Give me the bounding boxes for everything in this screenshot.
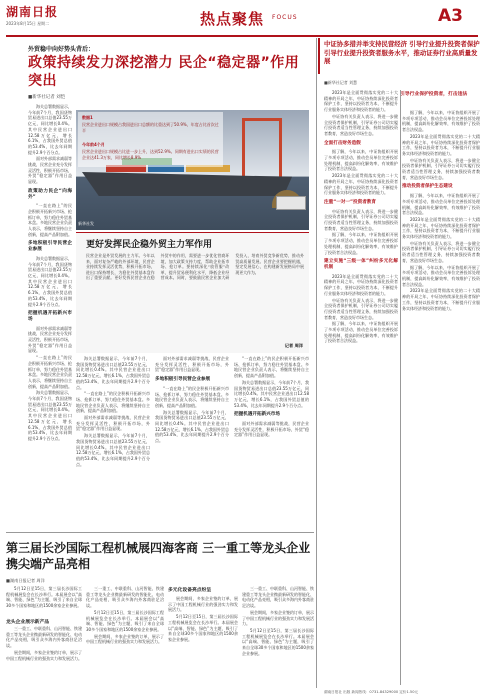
section-title-en: FOCUS [272,14,298,21]
right-paragraph: 2023年是全面贯彻落实党的二十大精神的开局之年，中证协持续深化投资者保护工作，坚持以投资者为本，不断提升行业服务实体经济和投资者的能力。 [324,90,398,113]
right-paragraph: 2023年是全面贯彻落实党的二十大精神的开局之年，中证协持续深化投资者保护工作，坚持以投资者为本，不断提升行业服务实体经济和投资者的能力。 [324,173,398,196]
bottom-column-1 [6,586,82,616]
right-paragraph: 2023年是全面贯彻落实党的二十大精神的开局之年，中证协持续深化投资者保护工作，坚持以投资者为本，不断提升行业服务实体经济和投资者的能力。 [402,133,480,156]
bottom-paragraph: 5月12日至15日，第三届长沙国际工程机械展览会在长沙举行。本届展会以“高端、智能、绿色”为主题，吸引了来自全球30多个国家和地区的1500余家企业参展。 [242,627,314,656]
bottom-paragraph: 展会期间，多家企业签约订单，展示了中国工程机械行业的强劲实力和发展活力。 [242,609,314,627]
bottom-paragraph: 三一重工、中联重科、山河智能、铁建重工等龙头企业携最新研发的智能化、电动化产品亮相，吸引众多海内外客商驻足洽谈。 [6,626,82,649]
column-divider [400,90,401,685]
bottom-byline: ■湖南日报记者 周洋 [6,578,45,583]
bottom-paragraph: 展会期间，多家企业签约订单，展示了中国工程机械行业的强劲实力和发展活力。 [86,633,164,645]
right-paragraph: 中证协有关负责人表示，将进一步健全投资者保护机制，引导证券公司切实履行投资者适当性管理义务，持续加强投资者教育，营造良好市场生态。 [324,113,398,136]
bottom-subhead: 龙头企业展示新产品 [6,620,50,625]
right-paragraph: 据了解，今年以来，中证协组织开展了多项专项活动，推动会员单位完善投诉处理机制，提高纠纷化解效率，有效维护了投资者合法权益。 [324,149,398,172]
bottom-subhead: 多元化设备亮点纷呈 [168,588,212,593]
stat1-text: 民营企业进出口规模占我国进出口总额的比重达到了50.9%，年度占比首次过半 [82,122,219,133]
right-paragraph: 2023年是全面贯彻落实党的二十大精神的开局之年，中证协持续深化投资者保护工作，坚持以投资者为本，不断提升行业服务实体经济和投资者的能力。 [402,288,480,311]
lead-paragraph: 海关总署数据显示，今年前7个月，我国货物贸易进出口总值23.55万亿元，同比增长0.4%。其中民营企业进出口12.58万亿元，增长6.1%，占我国外贸总值的53.4%，比去年同期提升2.9个百分点。 [28,390,72,441]
lead-paragraph: 面对外部需求减弱等挑战，民营企业充分发挥灵活性，积极开拓市场，外贸“稳定器”作用日益显现。 [76,415,150,432]
lead-paragraph: “一直在路上”的民企积极开拓新兴市场、抢抓订单，努力稳住外贸基本盘。多地民营企业负责人表示，将继续坚持自主创新，提高产品附加值。 [28,203,72,237]
crane-shape [242,118,282,181]
lead-paragraph: “一直在路上”的民企积极开拓新兴市场、抢抓订单，努力稳住外贸基本盘。多地民营企业负责人表示，将继续坚持自主创新，提高产品附加值。 [234,356,309,379]
bottom-paragraph: 三一重工、中联重科、山河智能、铁建重工等龙头企业携最新研发的智能化、电动化产品亮相，吸引众多海内外客商驻足洽谈。 [86,586,164,609]
commentary-title: 更好发挥民企稳外贸主力军作用 [86,240,213,250]
bottom-column-4 [242,586,314,690]
lead-headline: 政策持续发力深挖潜力 民企“稳定器”作用突出 [28,55,300,89]
bottom-paragraph: 5月12日至15日，第三届长沙国际工程机械展览会在长沙举行。本届展会以“高端、智能、绿色”为主题，吸引了来自全球30多个国家和地区的1500余家企业参展。 [168,614,238,642]
stat1-label: 数据1 [82,115,93,120]
lead-column-left [28,104,72,529]
lead-paragraph: 海关总署数据显示，今年前7个月，我国货物贸易进出口总值23.55万亿元，同比增长0.4%。其中民营企业进出口12.58万亿元，增长6.1%，占我国外贸总值的53.4%，比去年同期提升2.9个百分点。 [76,433,150,467]
commentary-signature: 记者 周洋 [284,343,303,348]
right-column-b [402,110,480,685]
right-paragraph: 据了解，今年以来，中证协组织开展了多项专项活动，推动会员单位完善投诉处理机制，提高纠纷化解效率，有效维护了投资者合法权益。 [402,193,480,216]
right-paragraph: 中证协有关负责人表示，将进一步健全投资者保护机制，引导证券公司切实履行投资者适当性管理义务，持续加强投资者教育，营造良好市场生态。 [402,157,480,180]
right-paragraph: 据了解，今年以来，中证协组织开展了多项专项活动，推动会员单位完善投诉处理机制，提高纠纷化解效率，有效维护了投资者合法权益。 [324,232,398,255]
stats-overlay [78,112,223,167]
photo-caption: 新华社发 [78,221,94,226]
right-column-a [324,90,398,685]
dateline: 2023年8月15日 星期二 [6,21,50,26]
lead-paragraph: 海关总署数据显示，今年前7个月，我国货物贸易进出口总值23.55万亿元，同比增长0.4%。其中民营企业进出口12.58万亿元，增长6.1%，占我国外贸总值的53.4%，比去年同期提升2.9个百分点。 [28,255,72,307]
lead-byline: ■新华社记者 刘恺 [28,95,66,100]
page-header [0,0,484,40]
lead-paragraph: “一直在路上”的民企积极开拓新兴市场、抢抓订单，努力稳住外贸基本盘。多地民营企业负责人表示，将继续坚持自主创新，提高产品附加值。 [76,391,150,414]
lead-subhead: 把握机遇开拓新兴市场 [28,311,72,322]
lead-paragraph: “一直在路上”的民企积极开拓新兴市场、抢抓订单，努力稳住外贸基本盘。多地民营企业负责人表示，将继续坚持自主创新，提高产品附加值。 [28,355,72,389]
right-headline: 中证协多措并举支持民营经济 引导行业提升投资者保护 引导行业提升投资者服务水平，推动证券行业高质量发展 [324,40,480,66]
lead-paragraph: 海关总署数据显示，今年前7个月，我国货物贸易进出口总值23.55万亿元，同比增长0.4%。其中民营企业进出口12.58万亿元，增长6.1%，占我国外贸总值的53.4%，比去年同期提升2.9个百分点。 [155,409,229,444]
header-rule [6,35,478,37]
lead-column-mid-3 [234,356,309,526]
right-subhead: 注重“一对一”投资者教育 [324,199,376,205]
bottom-paragraph: 5月12日至15日，第三届长沙国际工程机械展览会在长沙举行。本届展会以“高端、智能、绿色”为主题，吸引了来自全球30多个国家和地区的1500余家企业参展。 [6,586,82,609]
right-subhead: 全面打击财务造假 [324,140,361,146]
right-paragraph: 据了解，今年以来，中证协组织开展了多项专项活动，推动会员单位完善投诉处理机制，提高纠纷化解效率，有效维护了投资者合法权益。 [402,264,480,287]
page-number: A3 [438,6,463,26]
right-subhead: 引导行业保护投资者，打击违法 [400,92,468,97]
lead-subhead: 政策助力民企“向海外” [28,188,72,200]
lead-paragraph: 面对外部需求减弱等挑战，民营企业充分发挥灵活性，积极开拓市场，外贸“稳定器”作用日益显现。 [155,356,229,373]
bottom-column-2 [86,586,164,690]
lead-paragraph: “一直在路上”的民企积极开拓新兴市场、抢抓订单，努力稳住外贸基本盘。多地民营企业负责人表示，将继续坚持自主创新，提高产品附加值。 [155,385,229,408]
right-paragraph: 2023年是全面贯彻落实党的二十大精神的开局之年，中证协持续深化投资者保护工作，坚持以投资者为本，不断提升行业服务实体经济和投资者的能力。 [402,216,480,240]
section-title: 热点聚焦 [200,10,265,28]
lead-subhead: 多地积极引导民营企业参展 [155,377,211,383]
bottom-column-1b [6,626,82,690]
bottom-paragraph: 5月12日至15日，第三届长沙国际工程机械展览会在长沙举行。本届展会以“高端、智能、绿色”为主题，吸引了来自全球30多个国家和地区的1500余家企业参展。 [86,609,164,632]
page-footer: 湖南日报社 出版 新闻热线：0731-84329000 定价1.50元 [324,690,419,694]
lead-column-mid-2 [155,356,229,526]
right-paragraph: 2023年是全面贯彻落实党的二十大精神的开局之年，中证协持续深化投资者保护工作，坚持以投资者为本，不断提升行业服务实体经济和投资者的能力。 [324,273,398,296]
lead-subhead: 把握机遇开拓新兴市场 [234,412,280,418]
lead-paragraph: 面对外部需求减弱等挑战，民营企业充分发挥灵活性，积极开拓市场，外贸“稳定器”作用日益显现。 [28,156,72,185]
commentary-body: 民营企业是外贸发展的主力军。今年以来，面对复杂严峻的外部环境，民营企业持续发挥灵活优势，积极开拓市场，进出口保持增长，为稳住外贸基本盘作出了重要贡献。更好发挥民营企业在稳外贸中的作用，需要进一步优化营商环境，加大政策支持力度，帮助企业拓市场、抢订单。要持续深化“放管服”改革，提升贸易便利化水平，降低企业经营成本。同时，要鼓励民营企业加大研发投入，培育外贸竞争新优势，推动外贸高质量发展。民营企业要把握机遇，坚定发展信心，在构建新发展格局中展现更大作为。 [86,253,304,281]
bottom-headline: 第三届长沙国际工程机械展四海客商 三一重工等龙头企业携尖端产品亮相 [6,541,311,571]
stat2-label: 今年前4个月 [82,142,105,147]
right-paragraph: 中证协有关负责人表示，将进一步健全投资者保护机制，引导证券公司切实履行投资者适当性管理义务，持续加强投资者教育，营造良好市场生态。 [402,240,480,263]
right-subhead: 推动投资者保护生态建设 [402,184,453,190]
right-paragraph: 中证协有关负责人表示，将进一步健全投资者保护机制，引导证券公司切实履行投资者适当性管理义务，持续加强投资者教育，营造良好市场生态。 [324,297,398,320]
lead-kicker: 外贸稳中向好势头背后： [28,46,95,53]
stat2-text: 民营企业进出口规模占比进一步上升，达到52.9%。同期有进出口实绩的民营企业达41.3万家，同比增长8.9% [82,149,219,160]
bottom-paragraph: 三一重工、中联重科、山河智能、铁建重工等龙头企业携最新研发的智能化、电动化产品亮相，吸引众多海内外客商驻足洽谈。 [242,586,314,609]
masthead: 湖南日报 [6,5,59,19]
lead-paragraph: 面对外部需求减弱等挑战，民营企业充分发挥灵活性，积极开拓市场，外贸“稳定器”作用日益显现。 [28,325,72,354]
bottom-column-3 [168,596,238,690]
right-paragraph: 据了解，今年以来，中证协组织开展了多项专项活动，推动会员单位完善投诉处理机制，提高纠纷化解效率，有效维护了投资者合法权益。 [402,110,480,133]
bottom-paragraph: 展会期间，多家企业签约订单，展示了中国工程机械行业的强劲实力和发展活力。 [168,596,238,613]
commentary-box [76,232,309,353]
column-divider [316,38,317,688]
right-paragraph: 中证协有关负责人表示，将进一步健全投资者保护机制，引导证券公司切实履行投资者适当性管理义务，持续加强投资者教育，营造良好市场生态。 [324,208,398,231]
lead-paragraph: 海关总署数据显示，今年前7个月，我国货物贸易进出口总值23.55万亿元，同比增长0.4%。其中民营企业进出口12.58万亿元，增长6.1%，占我国外贸总值的53.4%，比去年同期提升2.9个百分点。 [234,379,309,408]
lead-paragraph: 面对外部需求减弱等挑战，民营企业充分发挥灵活性，积极开拓市场，外贸“稳定器”作用日益显现。 [234,421,309,438]
truck-shape [276,196,306,210]
right-byline: ■新华社记者 刘慧 [324,80,358,85]
lead-paragraph: 海关总署数据显示，今年前7个月，我国货物贸易进出口总值23.55万亿元，同比增长0.4%。其中民营企业进出口12.58万亿元，增长6.1%，占我国外贸总值的53.4%，比去年同期提升2.9个百分点。 [28,104,72,155]
lead-paragraph: 海关总署数据显示，今年前7个月，我国货物贸易进出口总值23.55万亿元，同比增长0.4%。其中民营企业进出口12.58万亿元，增长6.1%，占我国外贸总值的53.4%，比去年同期提升2.9个百分点。 [76,356,150,390]
right-title-bar [318,38,320,74]
section-divider [6,532,314,533]
right-subhead: 建立实施“三级一体”纠纷多元化解机制 [324,259,398,270]
bottom-paragraph: 展会期间，多家企业签约订单，展示了中国工程机械行业的强劲实力和发展活力。 [6,649,82,661]
right-paragraph: 据了解，今年以来，中证协组织开展了多项专项活动，推动会员单位完善投诉处理机制，提高纠纷化解效率，有效维护了投资者合法权益。 [324,321,398,344]
lead-column-mid-1 [76,356,150,526]
lead-subhead: 多地积极引导民营企业参展 [28,241,72,253]
